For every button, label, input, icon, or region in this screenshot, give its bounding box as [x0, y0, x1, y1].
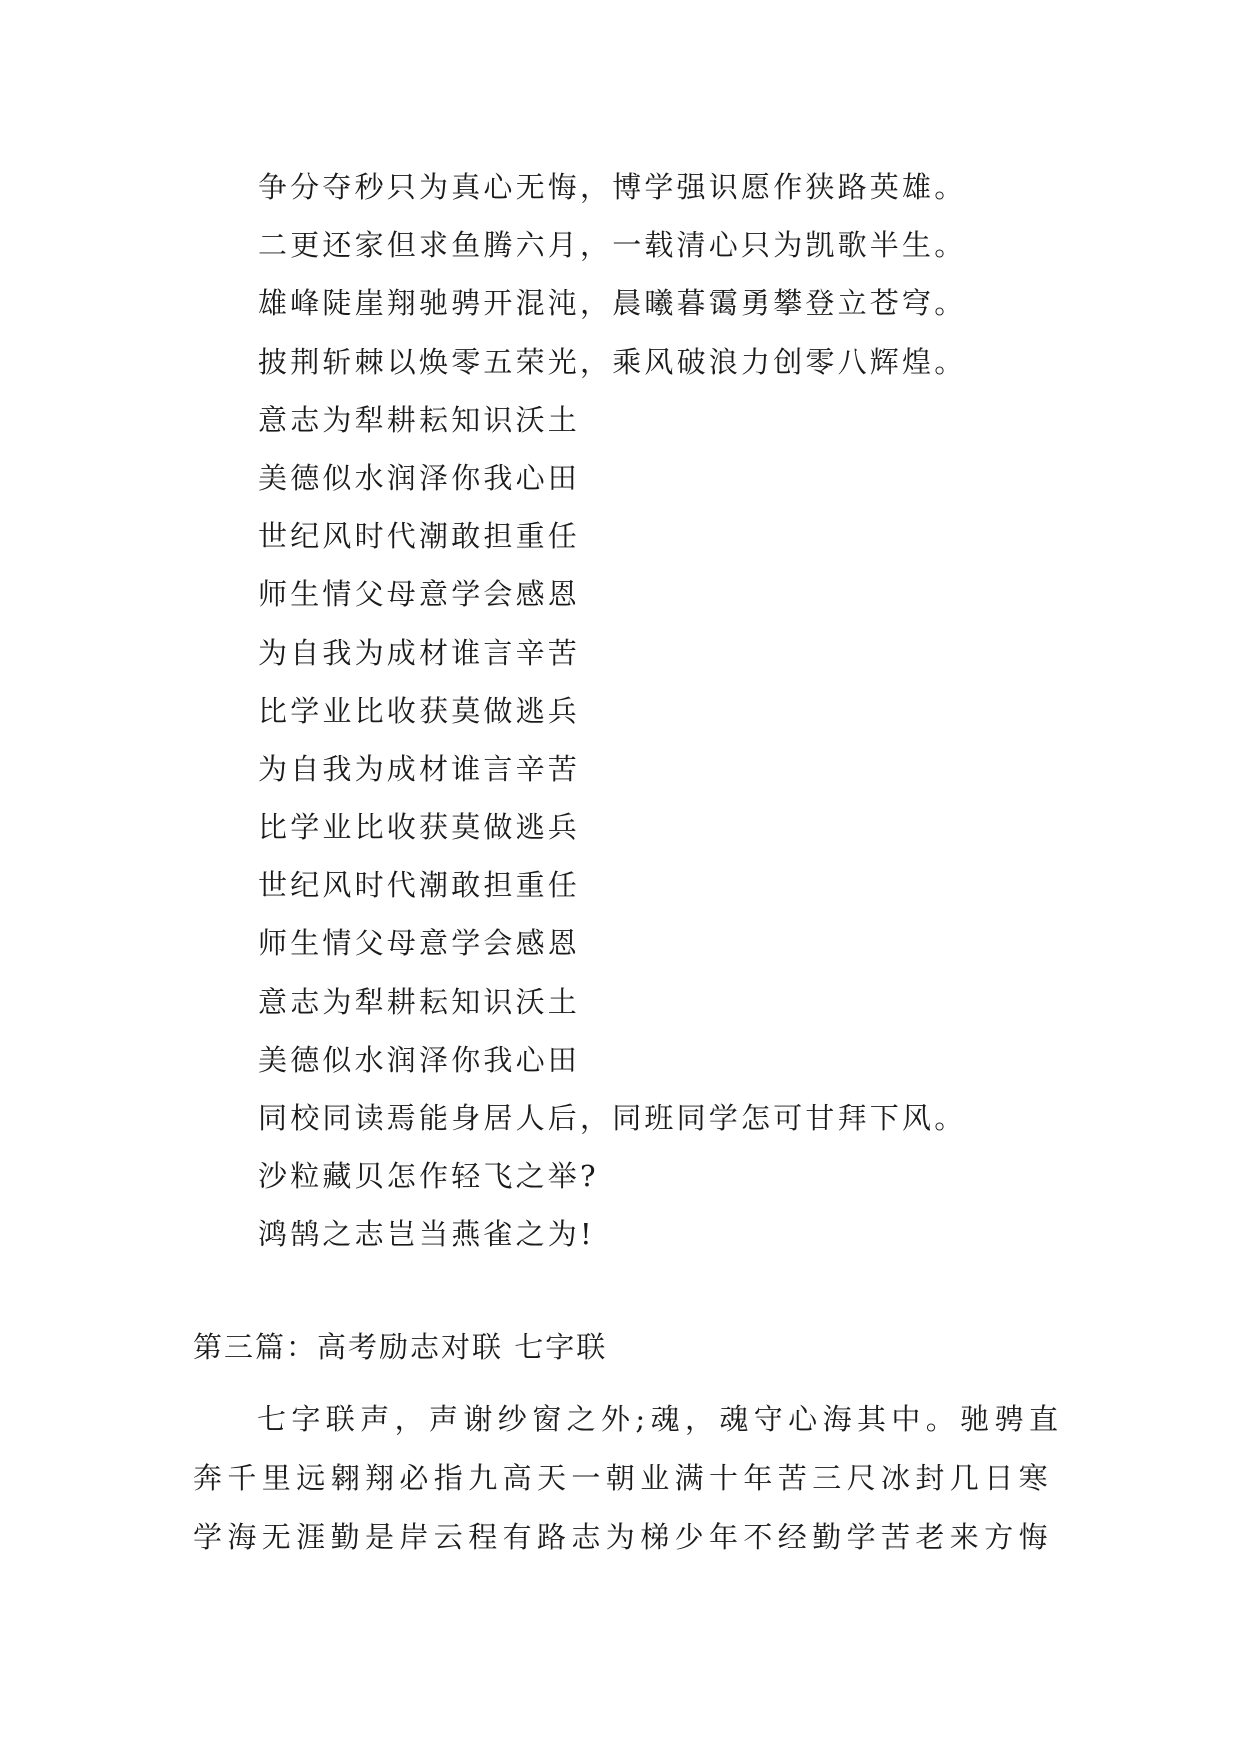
verse-line: 争分夺秒只为真心无悔，博学强识愿作狭路英雄。	[258, 170, 967, 204]
verse-line: 美德似水润泽你我心田	[258, 460, 581, 495]
verse-line: 雄峰陡崖翔驰骋开混沌，晨曦暮霭勇攀登立苍穹。	[258, 286, 967, 321]
verse-line: 师生情父母意学会感恩	[258, 577, 581, 612]
verse-block	[258, 158, 1078, 1264]
section-heading: 第三篇：高考励志对联 七字联	[193, 1330, 608, 1364]
verse-line: 同校同读焉能身居人后，同班同学怎可甘拜下风。	[258, 1101, 967, 1135]
body-paragraph	[193, 1390, 1064, 1567]
verse-line: 比学业比收获莫做逃兵	[258, 693, 581, 728]
verse-line: 意志为犁耕耘知识沃土	[258, 984, 581, 1019]
verse-line: 为自我为成材谁言辛苦	[258, 635, 581, 670]
verse-line: 为自我为成材谁言辛苦	[258, 751, 581, 786]
paragraph-line: 学海无涯勤是岸云程有路志为梯少年不经勤学苦老来方悔	[193, 1520, 1054, 1554]
paragraph-line: 奔千里远翱翔必指九高天一朝业满十年苦三尺冰封几日寒	[193, 1461, 1054, 1495]
verse-line: 二更还家但求鱼腾六月，一载清心只为凯歌半生。	[258, 228, 967, 263]
verse-line: 鸿鹄之志岂当燕雀之为!	[258, 1217, 595, 1252]
verse-line: 披荆斩棘以焕零五荣光，乘风破浪力创零八辉煌。	[258, 344, 967, 379]
verse-line: 沙粒藏贝怎作轻飞之举?	[258, 1159, 599, 1194]
verse-line: 美德似水润泽你我心田	[258, 1042, 581, 1077]
verse-line: 师生情父母意学会感恩	[258, 926, 581, 961]
verse-line: 意志为犁耕耘知识沃土	[258, 402, 581, 437]
verse-line: 世纪风时代潮敢担重任	[258, 868, 581, 903]
verse-line: 世纪风时代潮敢担重任	[258, 519, 581, 554]
paragraph-line: 七字联声，声谢纱窗之外;魂，魂守心海其中。驰骋直	[257, 1402, 1064, 1436]
verse-line: 比学业比收获莫做逃兵	[258, 810, 581, 845]
